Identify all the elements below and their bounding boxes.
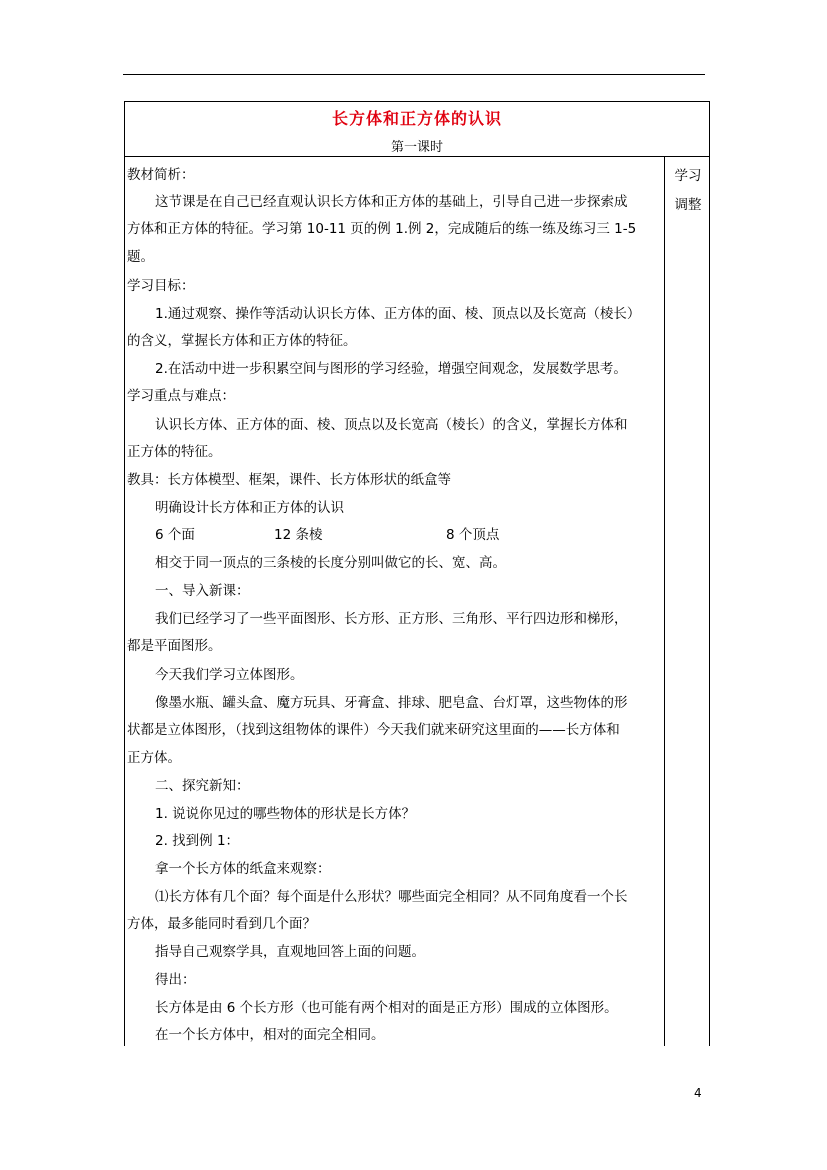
header-rule	[123, 74, 705, 75]
section-heading: 学习重点与难点：	[127, 388, 235, 404]
section-heading: 二、探究新知：	[155, 778, 250, 794]
paragraph-line: 题。	[127, 249, 154, 265]
section-heading: 一、导入新课：	[155, 583, 250, 599]
paragraph-line: 正方体的特征。	[127, 444, 222, 460]
paragraph-line: 在一个长方体中，相对的面完全相同。	[155, 1027, 385, 1043]
lesson-subtitle: 第一课时	[390, 140, 443, 155]
paragraph-line: 像墨水瓶、罐头盒、魔方玩具、牙膏盒、排球、肥皂盒、台灯罩，这些物体的形	[155, 695, 628, 711]
section-heading: 教材简析：	[127, 167, 195, 183]
side-column-label-2: 调整	[674, 197, 702, 213]
paragraph-line: 指导自己观察学具，直观地回答上面的问题。	[155, 944, 425, 960]
paragraph-line: 正方体。	[127, 750, 181, 766]
paragraph-line: 的含义，掌握长方体和正方体的特征。	[127, 333, 357, 349]
paragraph-line: 拿一个长方体的纸盒来观察：	[155, 861, 331, 877]
paragraph-line: 这节课是在自己已经直观认识长方体和正方体的基础上，引导自己进一步探索成	[155, 194, 628, 210]
paragraph-line: 明确设计长方体和正方体的认识	[155, 500, 344, 516]
paragraph-line: 长方体是由 6 个长方形（也可能有两个相对的面是正方形）围成的立体图形。	[155, 1000, 618, 1016]
paragraph-line: 1.通过观察、操作等活动认识长方体、正方体的面、棱、顶点以及长宽高（棱长）	[155, 306, 641, 322]
paragraph-line: 相交于同一顶点的三条棱的长度分别叫做它的长、宽、高。	[155, 555, 506, 571]
paragraph-line: 状都是立体图形，（找到这组物体的课件）今天我们就来研究这里面的——长方体和	[127, 722, 620, 738]
vertices-count: 8 个顶点	[446, 527, 500, 543]
list-item: 1. 说说你见过的哪些物体的形状是长方体？	[155, 806, 416, 822]
paragraph-line: 教具：长方体模型、框架，课件、长方体形状的纸盒等	[127, 472, 451, 488]
paragraph-line: ⑴长方体有几个面？每个面是什么形状？哪些面完全相同？从不同角度看一个长	[155, 889, 628, 905]
lesson-plan-table	[124, 101, 710, 1046]
faces-count: 6 个面	[155, 527, 195, 543]
paragraph-line: 2.在活动中进一步积累空间与图形的学习经验，增强空间观念，发展数学思考。	[155, 361, 627, 377]
paragraph-line: 方体和正方体的特征。学习第 10-11 页的例 1.例 2，完成随后的练一练及练习三 1-5	[127, 221, 637, 237]
page-number: 4	[694, 1086, 702, 1100]
section-heading: 学习目标：	[127, 278, 195, 294]
paragraph-line: 得出：	[155, 972, 196, 988]
paragraph-line: 都是平面图形。	[127, 638, 222, 654]
page-title: 长方体和正方体的认识	[331, 109, 502, 128]
side-column-label-1: 学习	[674, 168, 702, 184]
edges-count: 12 条棱	[274, 527, 323, 543]
title-block	[125, 102, 709, 157]
list-item: 2. 找到例 1：	[155, 833, 240, 849]
paragraph-line: 今天我们学习立体图形。	[155, 667, 304, 683]
paragraph-line: 认识长方体、正方体的面、棱、顶点以及长宽高（棱长）的含义，掌握长方体和	[155, 417, 628, 433]
side-column-divider	[664, 157, 665, 1046]
paragraph-line: 方体，最多能同时看到几个面？	[127, 916, 316, 932]
paragraph-line: 我们已经学习了一些平面图形、长方形、正方形、三角形、平行四边形和梯形，	[155, 611, 628, 627]
